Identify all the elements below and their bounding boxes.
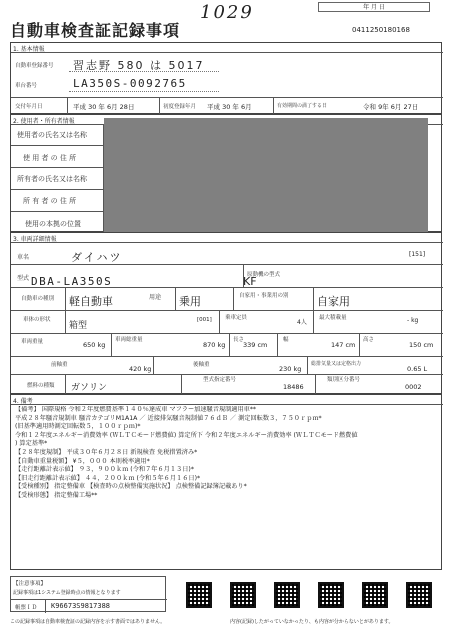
- section-heading: 2. 使用者・所有者情報: [13, 118, 75, 125]
- displacement-value: 0.65 L: [407, 365, 428, 373]
- remark-line: 【旧走行距離計表示値】 ４４，２００ｋｍ (令和５年６月１６日)*: [15, 474, 201, 482]
- rear-axle-label: 後軸重: [193, 362, 210, 368]
- bottom-note-right: 内容(記録)したがっていなかったり、も内容が分からないとがあります。: [230, 619, 394, 625]
- issue-value: 平成 30 年 6月 28日: [73, 103, 135, 111]
- bottom-note-left: この記録事項は自動車検査証の記録内容を示す書面ではありません。: [10, 619, 166, 625]
- remark-line: 【自動車重量税額】 ¥５，０００ 本則税率適用*: [15, 457, 150, 465]
- shape-code: [001]: [197, 317, 212, 323]
- length-label: 長さ: [233, 337, 245, 343]
- type-approval-value: 18486: [283, 383, 304, 391]
- user-name-label: 使用者の氏名又は名称: [17, 131, 87, 139]
- front-axle-value: 420 kg: [129, 365, 152, 373]
- engine-value: KF: [243, 275, 257, 288]
- weight-value: 650 kg: [83, 341, 106, 349]
- notice-text: 記録事項は1システム登録時点の情報となります: [13, 590, 121, 596]
- first-reg-value: 平成 30 年 6月: [207, 103, 252, 111]
- height-value: 150 cm: [409, 341, 434, 349]
- weight-label: 車両重量: [21, 339, 44, 345]
- type-approval-label: 型式指定番号: [203, 377, 237, 383]
- private-label: 自家用・事業用の別: [239, 293, 289, 299]
- base-location-label: 使用の本拠の位置: [25, 220, 81, 228]
- remark-line: 【受検形態】 指定整備工場**: [15, 491, 98, 499]
- max-load-value: - kg: [407, 317, 419, 324]
- remark-line: ) 算定基準*: [15, 440, 48, 448]
- qr-code-4: [318, 582, 344, 608]
- height-label: 高さ: [363, 337, 375, 343]
- maker-label: 車名: [17, 254, 30, 261]
- maker-code: [151]: [409, 251, 426, 258]
- notice-heading: 【注意事項】: [13, 581, 47, 587]
- remark-line: 【備考】 国際規格 令和２年度燃費基準１４０％達成車 マフラー加速騒音規制適用車**: [15, 406, 257, 413]
- max-load-label: 最大積載量: [319, 315, 347, 321]
- qr-code-5: [362, 582, 388, 608]
- capacity-value: 4人: [297, 319, 307, 326]
- shape-label: 車体の形状: [23, 317, 51, 323]
- first-reg-label: 初度登録年月: [163, 104, 197, 110]
- notice-box: [10, 576, 166, 612]
- section-user-owner: [10, 114, 442, 232]
- footer: [10, 574, 442, 634]
- record-id-label: 帳票ＩＤ: [15, 605, 38, 611]
- user-address-label: 使 用 者 の 住 所: [23, 154, 77, 162]
- owner-name-label: 所有者の氏名又は名称: [17, 175, 87, 183]
- fuel-label: 燃料の種類: [27, 383, 55, 389]
- remark-line: (旧基準適用時測定回転数５，１００ｒｐｍ)*: [15, 423, 141, 431]
- qr-code-2: [230, 582, 256, 608]
- kind-value: 軽自動車: [69, 295, 113, 308]
- chassis-value: LA350S-0092765: [73, 77, 187, 90]
- model-label: 型式: [17, 275, 30, 282]
- section-vehicle-details: [10, 232, 442, 394]
- section-remarks: [10, 394, 442, 570]
- front-axle-label: 前軸重: [51, 362, 68, 368]
- gross-weight-value: 870 kg: [203, 341, 226, 349]
- record-id-value: K96673S9817388: [51, 602, 111, 610]
- page-title: 自動車検査証記録事項: [10, 21, 181, 40]
- remark-line: 【受検種別】 指定整備車 【検査時の点検整備実施状況】 点検整備記録簿記載あり*: [15, 483, 247, 491]
- width-value: 147 cm: [331, 341, 356, 349]
- model-value: DBA-LA350S: [31, 275, 113, 288]
- fuel-value: ガソリン: [71, 383, 108, 393]
- gross-weight-label: 車両総重量: [115, 337, 143, 343]
- length-value: 339 cm: [243, 341, 268, 349]
- shape-value: 箱型: [69, 321, 88, 331]
- remark-line: 平成２８年騒音規制車 騒音カテゴリM1A1A ／ 近接排気騒音規制値７６ｄＢ ／ 測定回転数３，７５０ｒｐｍ*: [15, 414, 322, 422]
- displacement-label: 総排気量又は定格出力: [311, 361, 362, 367]
- qr-code-3: [274, 582, 300, 608]
- expiry-value: 令和 9年 6月 27日: [363, 103, 419, 111]
- remark-line: 令和１２年度エネルギー消費効率 (ＷＬＴＣモード燃費値) 算定所下 令和２年度エネルギー消費効率 (ＷＬＴＣモード燃費値: [15, 431, 358, 439]
- section-heading: 4. 備考: [13, 398, 33, 405]
- use-value: 乗用: [179, 295, 201, 308]
- kind-label: 自動車の種別: [21, 296, 55, 302]
- top-stamp: 年 月 日: [318, 2, 430, 12]
- expiry-label: 有効期間の満了する日: [277, 103, 328, 109]
- doc-number: 0411250180168: [352, 26, 410, 34]
- handwritten-number: 1029: [200, 2, 254, 23]
- remark-line: 【２８年度規制】 平成３０年６月２８日 新規検査 免税措置済み*: [15, 448, 198, 456]
- remarks-list: [15, 406, 439, 501]
- remark-line: 【走行距離計表示値】 ９３，９００ｋｍ (令和７年６月１３日)*: [15, 466, 194, 474]
- rear-axle-value: 230 kg: [279, 365, 302, 373]
- owner-address-label: 所 有 者 の 住 所: [23, 197, 77, 205]
- reg-label: 自動車登録番号: [15, 63, 54, 69]
- private-value: 自家用: [317, 295, 350, 308]
- width-label: 幅: [283, 337, 289, 343]
- engine-label: 原動機の型式: [247, 272, 281, 278]
- chassis-label: 車台番号: [15, 83, 38, 89]
- qr-code-1: [186, 582, 212, 608]
- category-label: 類別区分番号: [327, 377, 361, 383]
- reg-value: 習志野 580 は 5017: [73, 59, 205, 72]
- capacity-label: 乗車定員: [225, 315, 248, 321]
- qr-code-6: [406, 582, 432, 608]
- redacted-user-owner-info: [104, 118, 428, 233]
- issue-label: 交付年月日: [15, 104, 43, 110]
- section-heading: 3. 車両詳細情報: [13, 236, 57, 243]
- use-label: 用途: [149, 294, 162, 301]
- maker-value: ダイハツ: [71, 251, 123, 264]
- section-heading: 1. 基本情報: [13, 46, 45, 53]
- document-header: [0, 0, 452, 42]
- section-basic-info: [10, 42, 442, 114]
- category-value: 0002: [405, 383, 422, 391]
